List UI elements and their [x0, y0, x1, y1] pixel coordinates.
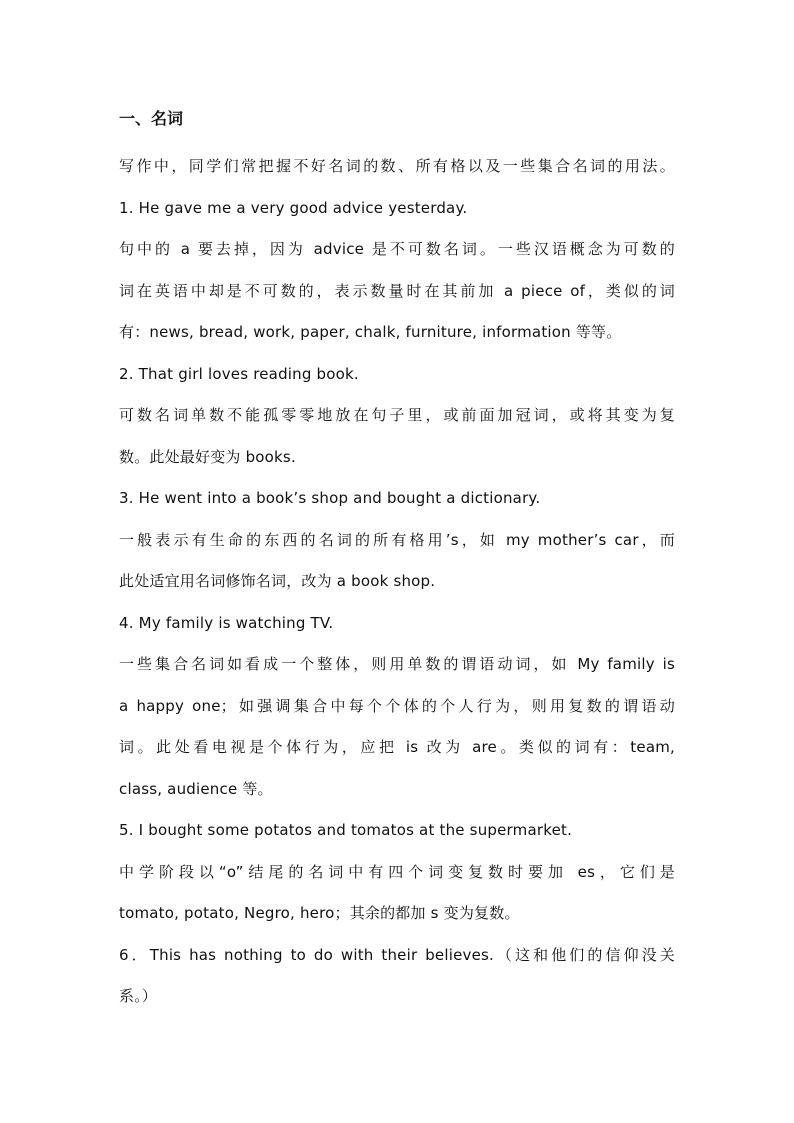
example-sentence-1: 1. He gave me a very good advice yesterday. — [119, 198, 468, 217]
explanation-line: a happy one；如强调集合中每个个体的个人行为，则用复数的谓语动 — [119, 696, 675, 715]
intro-paragraph: 写作中，同学们常把握不好名词的数、所有格以及一些集合名词的用法。 — [119, 157, 675, 175]
section-heading: 一、名词 — [119, 109, 184, 128]
explanation-line: 中学阶段以“o”结尾的名词中有四个词变复数时要加 es，它们是 — [119, 862, 675, 881]
explanation-line: 词在英语中却是不可数的，表示数量时在其前加 a piece of，类似的词 — [119, 281, 675, 300]
explanation-line: 数。此处最好变为 books. — [119, 447, 296, 466]
item-4 — [119, 603, 675, 811]
explanation-line: 系。） — [119, 987, 158, 1005]
item-2 — [119, 354, 675, 479]
explanation-line: 词。此处看电视是个体行为，应把 is 改为 are。类似的词有：team, — [119, 738, 675, 756]
explanation-line: class, audience 等。 — [119, 779, 273, 798]
item-3 — [119, 478, 675, 603]
explanation-line: 一些集合名词如看成一个整体，则用单数的谓语动词，如 My family is — [119, 655, 675, 673]
explanation-line: 此处适宜用名词修饰名词，改为 a book shop. — [119, 572, 436, 590]
example-sentence-3: 3. He went into a book’s shop and bought a dictionary. — [119, 489, 541, 507]
document-page — [119, 104, 675, 1018]
explanation-line: 一般表示有生命的东西的名词的所有格用’s，如 my mother’s car，而 — [119, 530, 675, 549]
example-sentence-5: 5. I bought some potatos and tomatos at the supermarket. — [119, 821, 573, 839]
example-sentence-2: 2. That girl loves reading book. — [119, 364, 359, 383]
example-sentence-4: 4. My family is watching TV. — [119, 613, 334, 632]
item-6 — [119, 935, 675, 1018]
example-sentence-6: 6．This has nothing to do with their believes.（这和他们的信仰没关 — [119, 945, 675, 964]
explanation-line: 句中的 a 要去掉，因为 advice 是不可数名词。一些汉语概念为可数的 — [119, 240, 675, 258]
explanation-line: 有：news, bread, work, paper, chalk, furniture, information 等等。 — [119, 323, 622, 341]
explanation-line: tomato, potato, Negro, hero；其余的都加 s 变为复数。 — [119, 904, 520, 922]
item-1 — [119, 188, 675, 354]
item-5 — [119, 810, 675, 935]
explanation-line: 可数名词单数不能孤零零地放在句子里，或前面加冠词，或将其变为复 — [119, 406, 675, 424]
